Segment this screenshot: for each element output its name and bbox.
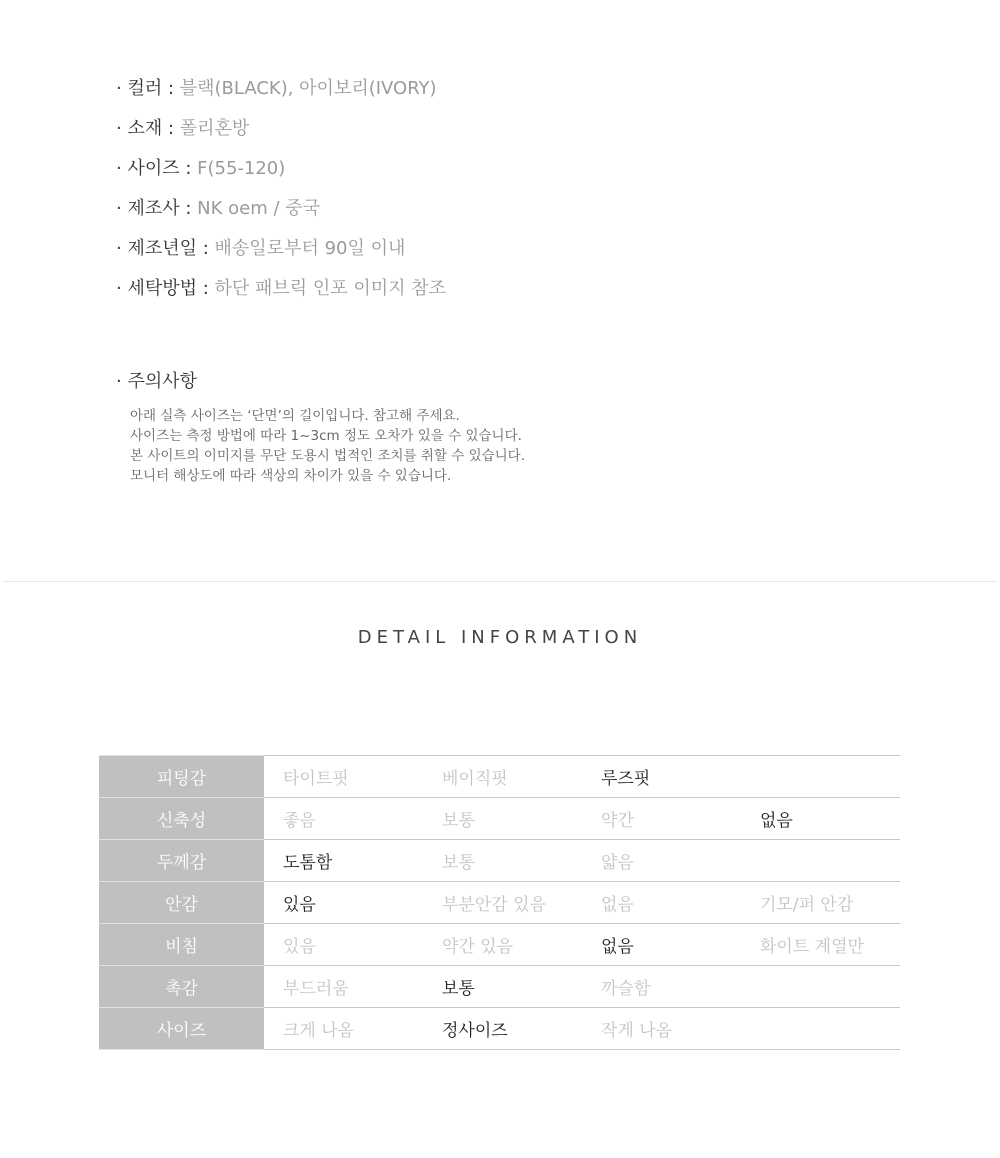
detail-information-title: DETAIL INFORMATION	[357, 627, 643, 648]
spec-color	[116, 78, 446, 118]
detail-option: 부드러움	[264, 966, 423, 1008]
detail-option	[741, 966, 900, 1008]
spec-material	[116, 118, 446, 158]
detail-option	[741, 756, 900, 798]
spec-label: · 세탁방법 :	[116, 278, 215, 299]
spec-manufacture-date	[116, 238, 446, 278]
detail-option: 얇음	[582, 840, 741, 882]
detail-option: 작게 나옴	[582, 1008, 741, 1050]
spec-label: · 사이즈 :	[116, 158, 198, 179]
detail-row-label: 신축성	[99, 798, 264, 840]
detail-option: 보통	[423, 840, 582, 882]
notice-title: · 주의사항	[116, 371, 197, 392]
notice-lines	[116, 406, 525, 486]
spec-manufacturer	[116, 198, 446, 238]
detail-option: 없음	[741, 798, 900, 840]
detail-row	[99, 924, 900, 966]
detail-option: 크게 나옴	[264, 1008, 423, 1050]
spec-value: NK oem / 중국	[197, 198, 321, 219]
detail-option: 도톰함	[264, 840, 423, 882]
detail-option: 보통	[423, 966, 582, 1008]
detail-row	[99, 882, 900, 924]
detail-option: 약간	[582, 798, 741, 840]
notice-section	[116, 371, 525, 486]
detail-row-label: 두께감	[99, 840, 264, 882]
detail-row	[99, 966, 900, 1008]
detail-option: 없음	[582, 882, 741, 924]
detail-row-label: 비침	[99, 924, 264, 966]
notice-line: 모니터 해상도에 따라 색상의 차이가 있을 수 있습니다.	[130, 468, 452, 484]
detail-row-label: 촉감	[99, 966, 264, 1008]
spec-wash-method	[116, 278, 446, 318]
detail-row	[99, 1008, 900, 1050]
detail-option: 타이트핏	[264, 756, 423, 798]
detail-row	[99, 840, 900, 882]
detail-option: 루즈핏	[582, 756, 741, 798]
spec-label: · 제조년일 :	[116, 238, 215, 259]
detail-option: 까슬함	[582, 966, 741, 1008]
spec-label: · 소재 :	[116, 118, 180, 139]
detail-row-label: 안감	[99, 882, 264, 924]
detail-option: 정사이즈	[423, 1008, 582, 1050]
detail-option: 화이트 계열만	[741, 924, 900, 966]
detail-option	[741, 1008, 900, 1050]
detail-row-label: 피팅감	[99, 756, 264, 798]
section-divider	[3, 581, 997, 582]
detail-row-label: 사이즈	[99, 1008, 264, 1050]
detail-option: 베이직핏	[423, 756, 582, 798]
detail-row	[99, 798, 900, 840]
detail-option: 부분안감 있음	[423, 882, 582, 924]
detail-option: 있음	[264, 924, 423, 966]
detail-option: 없음	[582, 924, 741, 966]
detail-row	[99, 756, 900, 798]
notice-line: 아래 실측 사이즈는 ‘단면’의 길이입니다. 참고해 주세요.	[130, 408, 460, 424]
detail-option: 있음	[264, 882, 423, 924]
notice-line: 사이즈는 측정 방법에 따라 1~3cm 정도 오차가 있을 수 있습니다.	[130, 428, 522, 444]
notice-line: 본 사이트의 이미지를 무단 도용시 법적인 조치를 취할 수 있습니다.	[130, 448, 526, 464]
detail-option	[741, 840, 900, 882]
spec-value: F(55-120)	[197, 158, 286, 179]
detail-info-table	[99, 755, 900, 1050]
spec-label: · 제조사 :	[116, 198, 198, 219]
detail-option: 보통	[423, 798, 582, 840]
detail-option: 기모/퍼 안감	[741, 882, 900, 924]
spec-value: 하단 패브릭 인포 이미지 참조	[214, 278, 447, 299]
detail-option: 약간 있음	[423, 924, 582, 966]
detail-option: 좋음	[264, 798, 423, 840]
spec-value: 폴리혼방	[179, 118, 250, 139]
spec-size	[116, 158, 446, 198]
product-specs	[116, 78, 446, 318]
spec-label: · 컬러 :	[116, 78, 180, 99]
spec-value: 블랙(BLACK), 아이보리(IVORY)	[179, 78, 437, 99]
spec-value: 배송일로부터 90일 이내	[214, 238, 406, 259]
